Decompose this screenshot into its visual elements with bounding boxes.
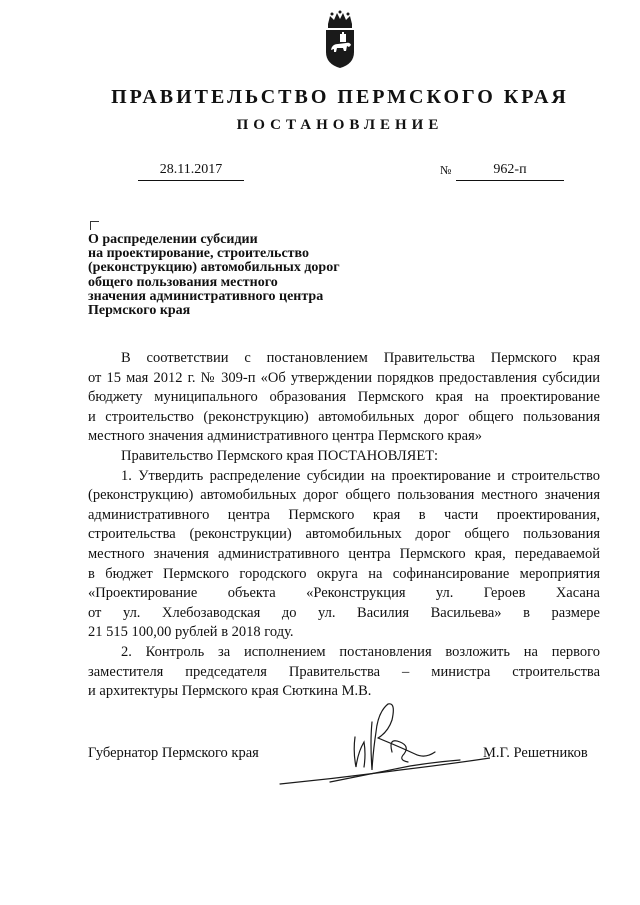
subject-line: (реконструкцию) автомобильных дорог [88, 260, 340, 276]
item-1-line: (реконструкцию) автомобильных дорог общего пользования местного значения [88, 487, 600, 504]
item-2-line: и архитектуры Пермского края Сюткина М.В. [88, 683, 372, 700]
document-type: ПОСТАНОВЛЕНИЕ [236, 117, 444, 133]
number-sign: № [440, 163, 452, 177]
government-title: ПРАВИТЕЛЬСТВО ПЕРМСКОГО КРАЯ [111, 86, 569, 108]
preamble-line: В соответствии с постановлением Правительства Пермского края [121, 350, 600, 366]
preamble-line: от 15 мая 2012 г. № 309-п «Об утверждении порядков предоставления субсидии [88, 369, 600, 386]
signatory-position: Губернатор Пермского края [88, 745, 259, 761]
item-1-line: 21 515 100,00 рублей в 2018 году. [88, 624, 294, 641]
item-1-line: строительства (реконструкции) автомобильных дорог общего пользования [88, 526, 600, 543]
resolves-line: Правительство Пермского края ПОСТАНОВЛЯЕТ: [121, 447, 439, 464]
handwritten-signature-icon [260, 692, 490, 792]
item-1-line: «Проектирование объекта «Реконструкция ул. Героев Хасана [88, 585, 600, 602]
item-1-line: местного значения административного центра Пермского края, передаваемой [88, 545, 600, 562]
subject-line: Пермского края [88, 303, 191, 319]
item-1-line: в бюджет Пермского городского округа на софинансирование мероприятия [88, 565, 600, 582]
document-subject [88, 233, 388, 318]
subject-line: значения административного центра [88, 288, 324, 304]
preamble-paragraph [88, 349, 600, 447]
item-1-line: административного центра Пермского края в части проектирования, [88, 506, 600, 523]
item-1-line: 1. Утвердить распределение субсидии на проектирование и строительство [121, 467, 600, 484]
item-2-line: 2. Контроль за исполнением постановления возложить на первого [121, 643, 600, 660]
subject-line: О распределении субсидии [88, 232, 258, 247]
coat-of-arms-icon [320, 10, 360, 70]
subject-line: общего пользования местного [88, 274, 278, 290]
signatory-name: М.Г. Решетников [483, 745, 588, 761]
item-2-line: заместителя председателя Правительства – министра строительства [88, 663, 600, 680]
item-1-paragraph [88, 467, 600, 643]
subject-corner-mark [90, 221, 99, 230]
preamble-line: бюджету муниципального образования Пермского края на проектирование [88, 389, 600, 406]
document-body [88, 349, 600, 702]
item-1-line: от ул. Хлебозаводская до ул. Василия Васильева» в размере [88, 604, 600, 621]
preamble-line: и строительство (реконструкцию) автомобильных дорог общего пользования [88, 408, 600, 425]
subject-line: на проектирование, строительство [88, 246, 310, 262]
document-date: 28.11.2017 [138, 160, 244, 181]
preamble-line: местного значения административного центра Пермского края» [88, 428, 483, 445]
document-number: 962-п [456, 160, 564, 181]
resolves-paragraph [88, 447, 600, 467]
